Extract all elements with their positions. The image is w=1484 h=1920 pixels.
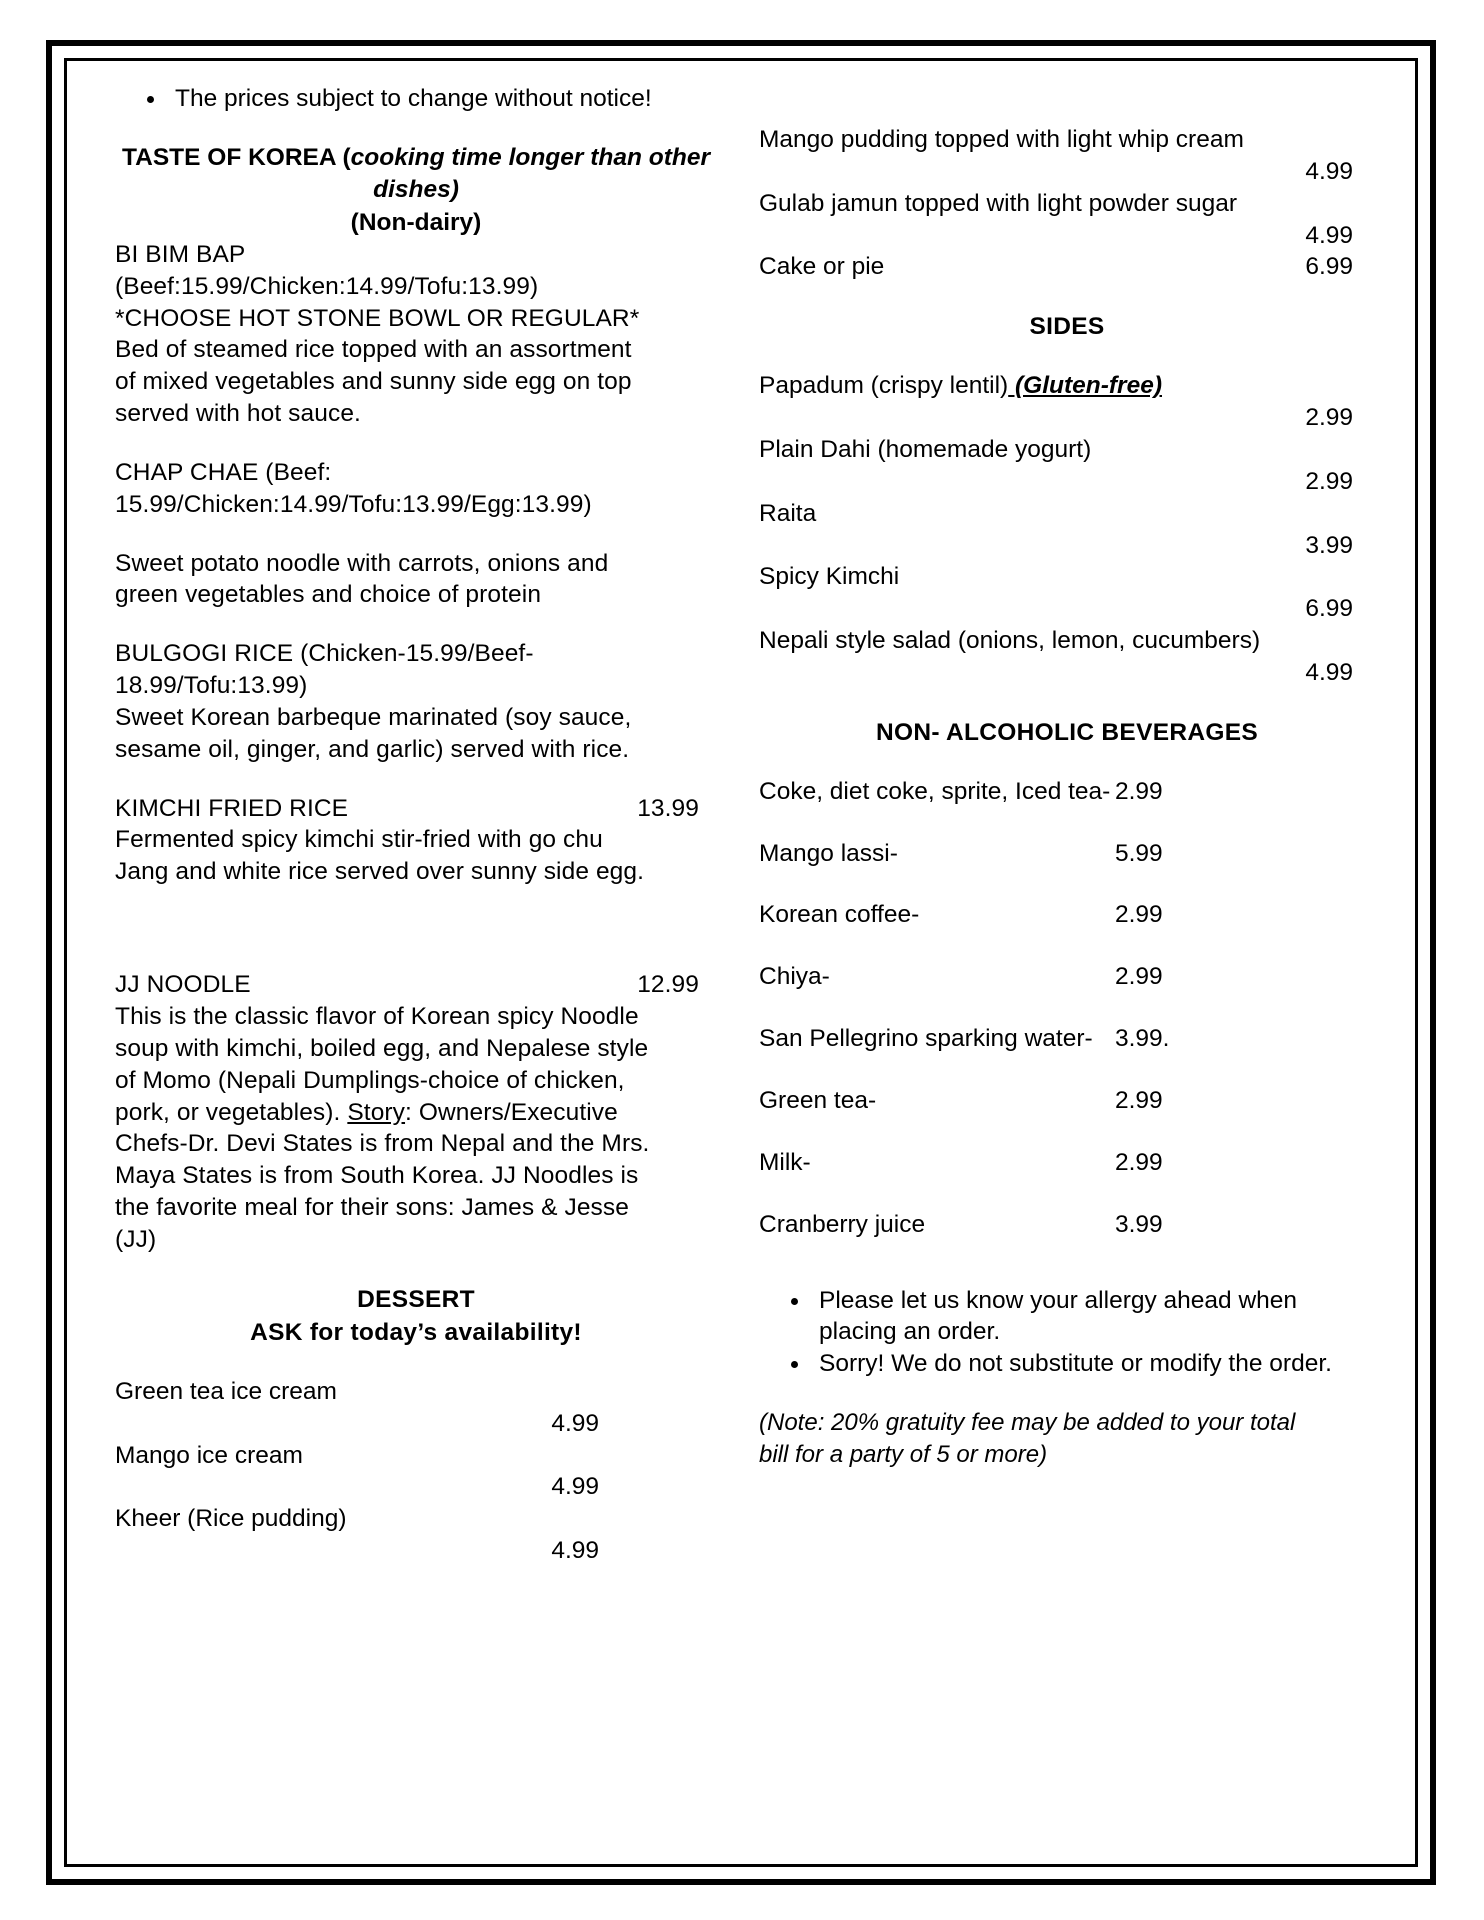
beverage-row (759, 1085, 1375, 1117)
item-name: Chiya- (759, 963, 830, 991)
taste-of-korea-title: TASTE OF KOREA ( (121, 143, 351, 171)
taste-of-korea-nondairy: (Non-dairy) (350, 208, 482, 236)
page-border-inner (64, 58, 1418, 1867)
item-price: 4.99 (551, 1473, 599, 1501)
gluten-free-tag: (Gluten-free) (1008, 372, 1162, 400)
item-desc-line: Sweet potato noodle with carrots, onions and (115, 549, 609, 577)
item-price: 3.99 (1305, 531, 1353, 559)
item-price: 2.99 (1115, 901, 1163, 929)
item-price: 12.99 (637, 971, 699, 999)
item-desc-line: pork, or vegetables). (115, 1098, 348, 1126)
gratuity-note-line: bill for a party of 5 or more) (759, 1440, 1048, 1468)
story-line: Maya States is from South Korea. JJ Noodles is (115, 1162, 639, 1190)
beverage-row (759, 776, 1375, 808)
item-name: Mango lassi- (759, 839, 898, 867)
item-name: BULGOGI RICE (Chicken-15.99/Beef- (115, 640, 534, 668)
item-price: 2.99 (1305, 404, 1353, 432)
item-name: Nepali style salad (onions, lemon, cucumbers) (759, 627, 1261, 655)
item-price: 3.99. (1115, 1025, 1170, 1053)
spacer (115, 915, 717, 942)
spacer (115, 611, 717, 638)
item-desc-line: Fermented spicy kimchi stir-fried with go chu (115, 826, 603, 854)
item-name-price-row (115, 969, 717, 1001)
menu-content (67, 61, 1415, 1864)
item-name-price-row (115, 793, 717, 825)
item-name-row (759, 370, 1375, 402)
beverage-row (759, 899, 1375, 931)
price-notice-bullet: • The prices subject to change without notice! (167, 83, 717, 115)
side-item (759, 561, 1375, 625)
footer-note-substitution: • Sorry! We do not substitute or modify the order. (811, 1348, 1375, 1380)
beverage-row (759, 961, 1375, 993)
item-name: BI BIM BAP (115, 240, 246, 268)
item-name: KIMCHI FRIED RICE (115, 794, 349, 822)
beverages-heading: NON- ALCOHOLIC BEVERAGES (876, 718, 1258, 746)
item-price: 6.99 (1305, 253, 1353, 281)
item-desc-line: served with hot sauce. (115, 400, 361, 428)
item-name: Green tea ice cream (115, 1377, 337, 1405)
item-name: Cranberry juice (759, 1210, 926, 1238)
item-price: 4.99 (551, 1537, 599, 1565)
footer-note-allergy: • Please let us know your allergy ahead when placing an order. (811, 1285, 1375, 1349)
left-column (101, 83, 741, 1567)
item-price: 2.99 (1115, 1148, 1163, 1176)
spacer (115, 888, 717, 915)
dessert-item-continued (759, 124, 1375, 188)
story-line: (JJ) (115, 1225, 157, 1253)
dessert-heading: DESSERT (357, 1285, 475, 1313)
item-name: Raita (759, 499, 817, 527)
item-price: 4.99 (1305, 157, 1353, 185)
spacer (115, 1349, 717, 1376)
item-desc-line: Sweet Korean barbeque marinated (soy sauce, (115, 703, 632, 731)
item-option: *CHOOSE HOT STONE BOWL OR REGULAR* (115, 304, 640, 332)
item-desc-line: sesame oil, ginger, and garlic) served with rice. (115, 735, 630, 763)
price-notice-list (115, 83, 717, 115)
dessert-item (115, 1503, 717, 1567)
side-item (759, 498, 1375, 562)
item-price: 4.99 (1305, 658, 1353, 686)
item-price: 4.99 (1305, 221, 1353, 249)
menu-item-bulgogi-rice (115, 638, 717, 765)
story-line: the favorite meal for their sons: James & Jesse (115, 1194, 629, 1222)
beverage-row (759, 1209, 1375, 1241)
menu-item-jj-noodle (115, 969, 717, 1256)
gratuity-note (759, 1407, 1375, 1470)
item-name: JJ NOODLE (115, 971, 251, 999)
story-line: : Owners/Executive (405, 1098, 618, 1126)
spacer (759, 283, 1375, 310)
spacer (759, 1271, 1375, 1285)
spacer (759, 689, 1375, 716)
beverage-row (759, 1023, 1375, 1055)
beverage-row (759, 838, 1375, 870)
right-column (741, 83, 1381, 1470)
item-name: Cake or pie (759, 253, 885, 281)
spacer (115, 115, 717, 142)
item-name: Korean coffee- (759, 901, 920, 929)
spacer (759, 343, 1375, 370)
item-name-cont: 15.99/Chicken:14.99/Tofu:13.99/Egg:13.99) (115, 490, 592, 518)
item-price-note: (Beef:15.99/Chicken:14.99/Tofu:13.99) (115, 272, 539, 300)
item-price: 2.99 (1115, 1087, 1163, 1114)
dessert-item-continued (759, 188, 1375, 252)
item-name: CHAP CHAE (Beef: (115, 458, 332, 486)
item-desc-line: This is the classic flavor of Korean spicy Noodle (115, 1003, 639, 1031)
item-price: 3.99 (1115, 1210, 1163, 1238)
spacer (115, 766, 717, 793)
item-desc-story-line (115, 1097, 717, 1129)
sides-heading: SIDES (1029, 313, 1105, 341)
item-name: Kheer (Rice pudding) (115, 1505, 347, 1533)
item-name: Mango pudding topped with light whip cream (759, 126, 1244, 153)
side-item (759, 625, 1375, 689)
footer-notes-list (759, 1285, 1375, 1381)
dessert-item-continued (759, 251, 1375, 283)
item-price: 6.99 (1305, 595, 1353, 623)
item-price: 5.99 (1115, 839, 1163, 867)
page-border-outer (46, 40, 1436, 1885)
side-item (759, 370, 1375, 434)
item-price: 4.99 (551, 1409, 599, 1437)
spacer (759, 97, 1375, 124)
item-price: 2.99 (1305, 467, 1353, 495)
menu-item-bibimbap (115, 239, 717, 430)
spacer (115, 430, 717, 457)
item-desc-line: Jang and white rice served over sunny side egg. (115, 858, 645, 886)
spacer (115, 521, 717, 548)
spacer (759, 1380, 1375, 1407)
menu-item-chapchae (115, 457, 717, 611)
item-price: 2.99 (1115, 963, 1163, 991)
item-name: Green tea- (759, 1087, 877, 1114)
item-name: San Pellegrino sparking water- (759, 1025, 1093, 1053)
story-label: Story (347, 1098, 406, 1126)
item-name: Mango ice cream (115, 1441, 303, 1469)
item-name: Coke, diet coke, sprite, Iced tea- (759, 777, 1111, 805)
spacer (115, 1256, 717, 1283)
item-name: Papadum (crispy lentil) (759, 372, 1009, 400)
gratuity-note-line: (Note: 20% gratuity fee may be added to your total (759, 1409, 1296, 1437)
spacer (759, 749, 1375, 776)
item-desc-line: of Momo (Nepali Dumplings-choice of chicken, (115, 1066, 625, 1094)
story-line: Chefs-Dr. Devi States is from Nepal and the Mrs. (115, 1130, 650, 1158)
dessert-item (115, 1376, 717, 1440)
spacer (115, 942, 717, 969)
item-price: 2.99 (1115, 777, 1163, 805)
beverage-row (759, 1147, 1375, 1179)
item-desc-line: green vegetables and choice of protein (115, 581, 542, 609)
dessert-item (115, 1440, 717, 1504)
item-desc-line: Bed of steamed rice topped with an assortment (115, 336, 632, 364)
item-name: Plain Dahi (homemade yogurt) (759, 435, 1092, 463)
spacer (759, 83, 1375, 97)
menu-item-kimchi-fried-rice (115, 793, 717, 889)
item-name: Spicy Kimchi (759, 563, 900, 591)
item-desc-line: of mixed vegetables and sunny side egg on top (115, 368, 632, 396)
dessert-subheading: ASK for today’s availability! (250, 1318, 582, 1346)
taste-of-korea-subtitle: cooking time longer than other dishes) (350, 143, 711, 204)
item-price: 13.99 (637, 794, 699, 822)
item-name-cont: 18.99/Tofu:13.99) (115, 672, 308, 700)
item-desc-line: soup with kimchi, boiled egg, and Nepalese style (115, 1034, 649, 1062)
taste-of-korea-heading (115, 142, 717, 207)
side-item (759, 434, 1375, 498)
item-name: Gulab jamun topped with light powder sugar (759, 189, 1238, 217)
item-name: Milk- (759, 1148, 811, 1176)
